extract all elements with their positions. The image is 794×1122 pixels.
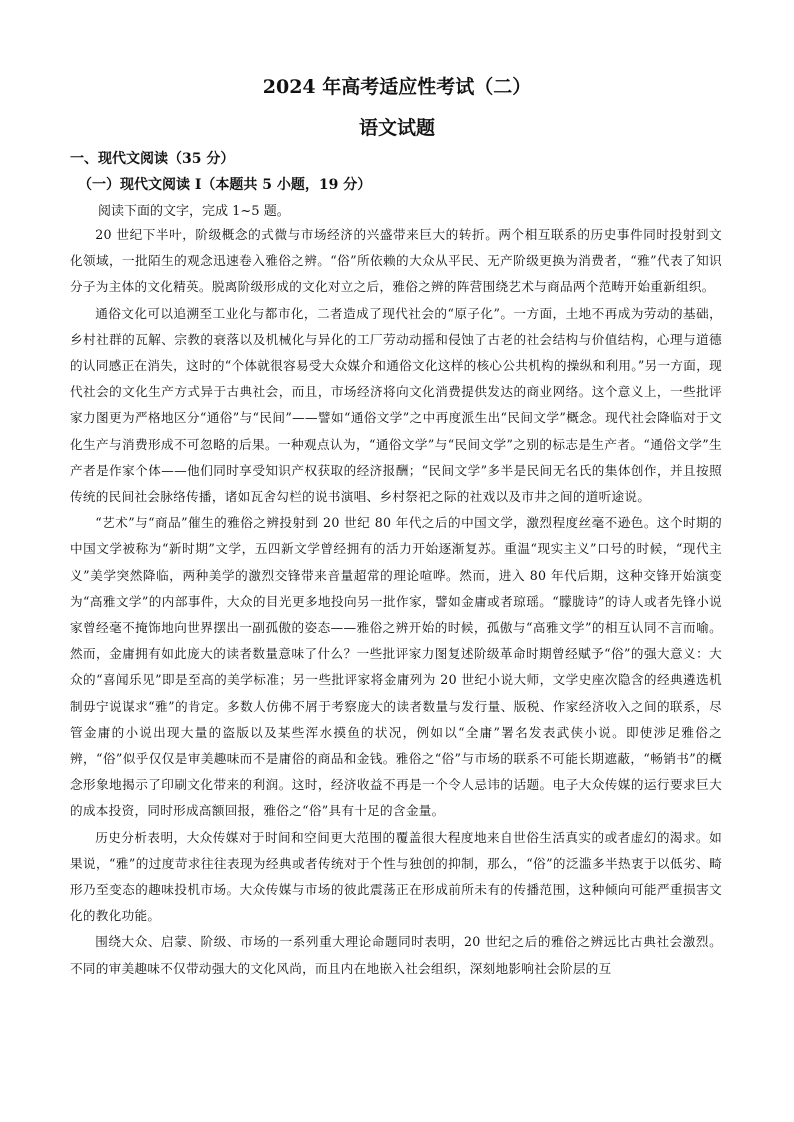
passage-paragraph-3: “艺术”与“商品”催生的雅俗之辨投射到 20 世纪 80 年代之后的中国文学，激烈程度丝毫不逊色。这个时期的中国文学被称为“新时期”文学，五四新文学曾经拥有的活力开始逐渐复苏。重温“现实主义”口号的时候，“现代主义”美学突然降临，两种美学的激烈交锋带来音量超常的理论喧哗。然而，进入 80 年代后期，这种交锋开始演变为“高雅文学”的内部事件，大众的目光更多地投向另一批作家，譬如金庸或者琼瑶。“朦胧诗”的诗人或者先锋小说家曾经毫不掩饰地向世界摆出一副孤傲的姿态——雅俗之辨开始的时候，孤傲与“高雅文学”的相互认同不言而喻。然而，金庸拥有如此庞大的读者数量意味了什么？一些批评家力图复述阶级革命时期曾经赋予“俗”的强大意义：大众的“喜闻乐见”即是至高的美学标准；另一些批评家将金庸列为 20 世纪小说大师，文学史座次隐含的经典遴选机制毋宁说谋求“雅”的肯定。多数人仿佛不屑于考察庞大的读者数量与发行量、版税、作家经济收入之间的联系，尽管金庸的小说出现大量的盗版以及某些浑水摸鱼的状况，例如以“全庸”署名发表武侠小说。即使涉足雅俗之辨，“俗”似乎仅仅是审美趣味而不是庸俗的商品和金钱。雅俗之“俗”与市场的联系不可能长期遮蔽，“畅销书”的概念形象地揭示了印刷文化带来的利润。这时，经济收益不再是一个令人忌讳的话题。电子大众传媒的运行要求巨大的成本投资，同时形成高额回报，雅俗之“俗”具有十足的含金量。	[70, 515, 722, 819]
passage-paragraph-2: 通俗文化可以追溯至工业化与都市化，二者造成了现代社会的“原子化”。一方面，土地不再成为劳动的基础，乡村社群的瓦解、宗教的衰落以及机械化与异化的工厂劳动动摇和侵蚀了古老的社会结构与价值结构，心理与道德的认同感正在消失，这时的“个体就很容易受大众媒介和通俗文化这样的核心公共机构的操纵和利用。”另一方面，现代社会的文化生产方式异于古典社会，而且，市场经济将向文化消费提供发达的商业网络。这个意义上，一些批评家力图更为严格地区分“通俗”与“民间”——譬如“通俗文学”之中再度派生出“民间文学”概念。现代社会降临对于文化生产与消费形成不可忽略的后果。一种观点认为，“通俗文学”与“民间文学”之别的标志是生产者。“通俗文学”生产者是作家个体——他们同时享受知识产权获取的经济报酬；“民间文学”多半是民间无名氏的集体创作，并且按照传统的民间社会脉络传播，诸如瓦舍勾栏的说书演唱、乡村祭祀之际的社戏以及市井之间的道听途说。	[70, 305, 722, 505]
section-heading: 一、现代文阅读（35 分）	[70, 151, 235, 167]
passage-paragraph-1: 20 世纪下半叶，阶级概念的式微与市场经济的兴盛带来巨大的转折。两个相互联系的历史事件同时投射到文化领域，一批陌生的观念迅速卷入雅俗之辨。“俗”所依赖的大众从平民、无产阶级更换为消费者，“雅”代表了知识分子为主体的文化精英。脱离阶级形成的文化对立之后，雅俗之辨的阵营围绕艺术与商品两个范畴开始重新组织。	[70, 227, 722, 295]
reading-instruction: 阅读下面的文字，完成 1~5 题。	[98, 204, 290, 219]
exam-title: 2024 年高考适应性考试（二）	[262, 76, 532, 98]
subject-title: 语文试题	[358, 117, 435, 139]
passage-paragraph-4: 历史分析表明，大众传媒对于时间和空间更大范围的覆盖很大程度地来自世俗生活真实的或者虚幻的渴求。如果说，“雅”的过度苛求往往表现为经典或者传统对于个性与独创的抑制，那么，“俗”的泛滥多半热衷于以低劣、畸形乃至变态的趣味投机市场。大众传媒与市场的彼此震荡正在形成前所未有的传播范围，这种倾向可能严重损害文化的教化功能。	[70, 829, 722, 924]
reading-passage	[70, 222, 722, 982]
sub-section-heading: （一）现代文阅读 I（本题共 5 小题，19 分）	[78, 177, 372, 193]
passage-paragraph-5: 围绕大众、启蒙、阶级、市场的一系列重大理论命题同时表明，20 世纪之后的雅俗之辨远比古典社会激烈。不同的审美趣味不仅带动强大的文化风尚，而且内在地嵌入社会组织，深刻地影响社会阶层的互	[70, 934, 722, 976]
